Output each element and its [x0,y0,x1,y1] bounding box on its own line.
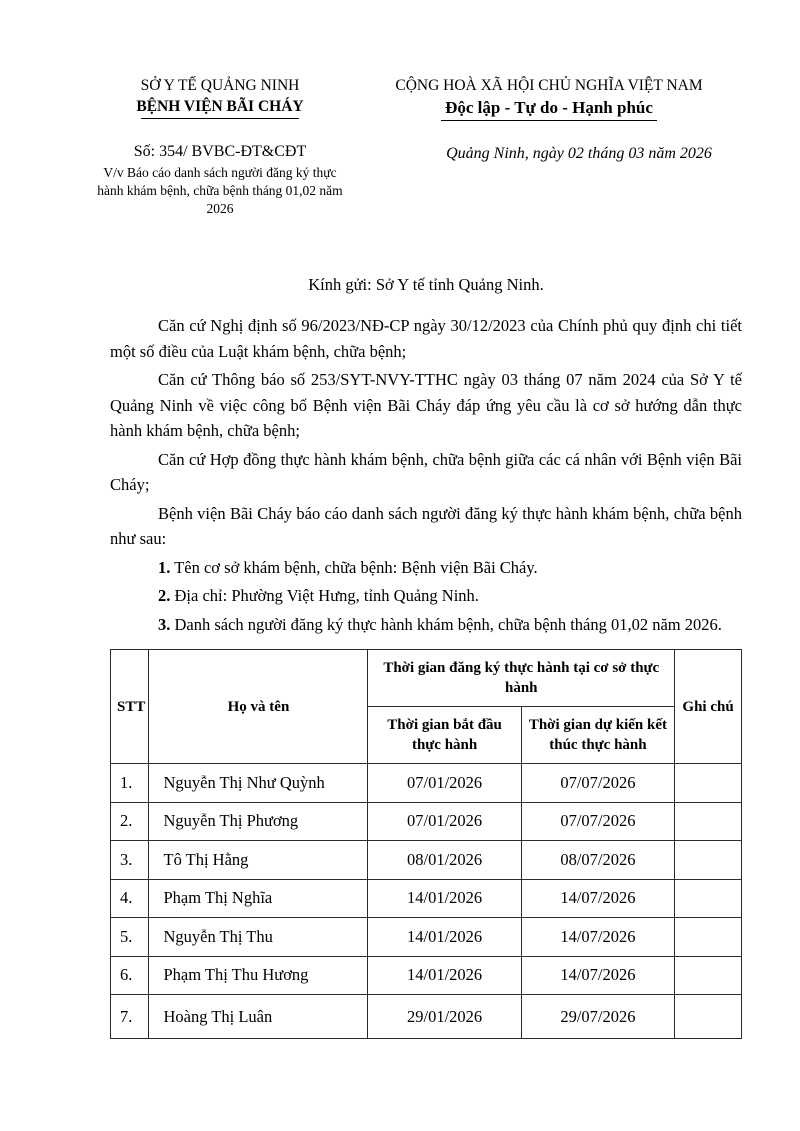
cell-end-date: 07/07/2026 [521,802,674,841]
cell-name: Phạm Thị Thu Hương [149,956,368,995]
practice-registration-table [110,649,742,1039]
table-row [111,879,742,918]
motto-wrap [356,96,742,121]
cell-end-date: 14/07/2026 [521,918,674,957]
paragraph-can-cu-2: Căn cứ Thông báo số 253/SYT-NVY-TTHC ngày 03 tháng 07 năm 2024 của Sở Y tế Quảng Ninh về việc công bố Bệnh viện Bãi Cháy đáp ứng yêu cầu là cơ sở hướng dẫn thực hành khám bệnh, chữa bệnh; [110,370,742,440]
cell-end-date: 29/07/2026 [521,995,674,1039]
cell-name: Nguyễn Thị Phương [149,802,368,841]
cell-end-date: 08/07/2026 [521,841,674,880]
salutation: Kính gửi: Sở Y tế tỉnh Quảng Ninh. [308,275,544,294]
cell-end-date: 14/07/2026 [521,956,674,995]
cell-start-date: 14/01/2026 [368,879,521,918]
cell-note [675,879,742,918]
table-row [111,764,742,803]
table-row [111,841,742,880]
numbered-item-1 [110,555,742,581]
paragraph-can-cu-1: Căn cứ Nghị định số 96/2023/NĐ-CP ngày 30/12/2023 của Chính phủ quy định chi tiết một số điều của Luật khám bệnh, chữa bệnh; [110,316,742,361]
cell-note [675,918,742,957]
item-number: 3. [158,614,171,634]
doc-subject: V/v Báo cáo danh sách người đăng ký thực hành khám bệnh, chữa bệnh tháng 01,02 năm 2026 [97,165,343,216]
cell-note [675,764,742,803]
cell-start-date: 08/01/2026 [368,841,521,880]
cell-name: Hoàng Thị Luân [149,995,368,1039]
paragraph-can-cu-3: Căn cứ Hợp đồng thực hành khám bệnh, chữa bệnh giữa các cá nhân với Bệnh viện Bãi Cháy; [110,449,742,494]
table-row [111,802,742,841]
cell-stt: 3. [111,841,149,880]
cell-end-date: 14/07/2026 [521,879,674,918]
item-number: 1. [158,557,171,577]
col-header-note: Ghi chú [675,650,742,764]
cell-name: Tô Thị Hằng [149,841,368,880]
col-header-end: Thời gian dự kiến kết thúc thực hành [521,707,674,764]
cell-note [675,841,742,880]
col-header-stt: STT [111,650,149,764]
numbered-item-2 [110,583,742,609]
national-block [356,75,742,163]
motto-line: Độc lập - Tự do - Hạnh phúc [441,96,657,121]
cell-stt: 1. [111,764,149,803]
cell-stt: 7. [111,995,149,1039]
table-header [111,650,742,764]
cell-stt: 4. [111,879,149,918]
cell-start-date: 14/01/2026 [368,918,521,957]
cell-name: Phạm Thị Nghĩa [149,879,368,918]
item-text: Địa chỉ: Phường Việt Hưng, tỉnh Quảng Ninh. [174,586,479,605]
parent-org-name: SỞ Y TẾ QUẢNG NINH [140,77,300,94]
cell-end-date: 07/07/2026 [521,764,674,803]
item-text: Tên cơ sở khám bệnh, chữa bệnh: Bệnh viện Bãi Cháy. [174,557,538,577]
country-line: CỘNG HOÀ XÃ HỘI CHỦ NGHĨA VIỆT NAM [395,77,703,94]
place-date-line: Quảng Ninh, ngày 02 tháng 03 năm 2026 [446,145,712,162]
cell-start-date: 07/01/2026 [368,764,521,803]
cell-name: Nguyễn Thị Như Quỳnh [149,764,368,803]
cell-note [675,956,742,995]
cell-stt: 6. [111,956,149,995]
document-body [110,313,742,637]
table-row [111,995,742,1039]
cell-start-date: 14/01/2026 [368,956,521,995]
cell-name: Nguyễn Thị Thu [149,918,368,957]
cell-stt: 2. [111,802,149,841]
cell-note [675,995,742,1039]
doc-number: Số: 354/ BVBC-ĐT&CĐT [133,143,307,160]
col-header-start: Thời gian bắt đầu thực hành [368,707,521,764]
item-number: 2. [158,586,171,605]
col-header-name: Họ và tên [149,650,368,764]
org-name: BỆNH VIỆN BÃI CHÁY [136,98,304,115]
cell-stt: 5. [111,918,149,957]
document-header [97,75,742,218]
item-text: Danh sách người đăng ký thực hành khám bệnh, chữa bệnh tháng 01,02 năm 2026. [174,614,722,634]
cell-start-date: 07/01/2026 [368,802,521,841]
cell-note [675,802,742,841]
col-header-time-group: Thời gian đăng ký thực hành tại cơ sở thực hành [368,650,675,707]
org-underline [141,118,299,119]
table-row [111,956,742,995]
cell-start-date: 29/01/2026 [368,995,521,1039]
numbered-item-3 [110,612,742,638]
table-row [111,918,742,957]
paragraph-report-intro: Bệnh viện Bãi Cháy báo cáo danh sách người đăng ký thực hành khám bệnh, chữa bệnh như sau: [110,503,742,548]
issuer-block [86,75,354,218]
